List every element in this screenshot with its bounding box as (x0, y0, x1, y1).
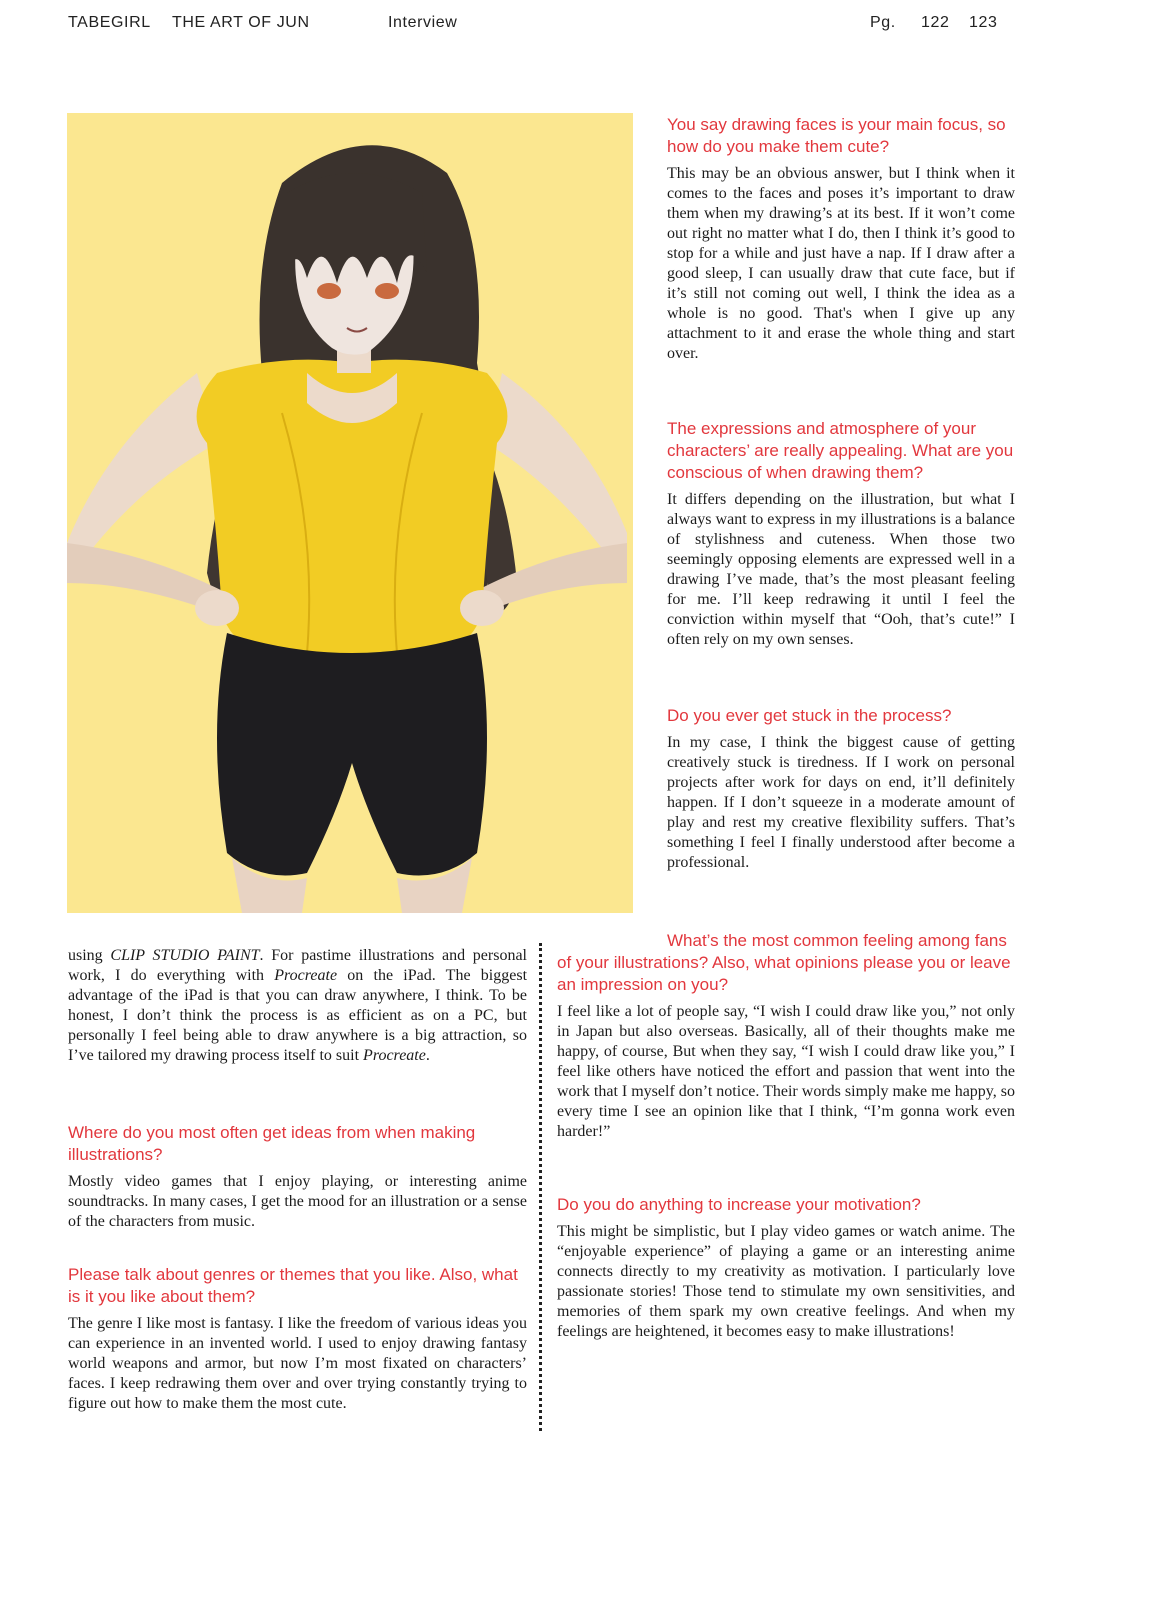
qa-fans (557, 930, 1015, 1142)
character-illustration (67, 113, 633, 913)
question-motivation: Do you do anything to increase your motivation? (557, 1195, 921, 1214)
continued-text-4: . (425, 1047, 430, 1064)
answer-expressions: It differs depending on the illustration, but what I always want to express in my illustrations is a balance of stylishness and cuteness. When those two seemingly opposing elements are expressed well in a drawing I’ve made, that’s the most pleasant feeling for me. I’ll keep redrawing it until I feel the conviction within myself that “Ooh, that’s cute!” I often rely on my own senses. (667, 491, 1015, 648)
question-stuck: Do you ever get stuck in the process? (667, 706, 952, 725)
question-ideas: Where do you most often get ideas from when making illustrations? (68, 1123, 476, 1164)
qa-motivation (557, 1194, 1015, 1342)
header-book-title: THE ART OF JUN (172, 14, 310, 31)
answer-ideas: Mostly video games that I enjoy playing, or interesting anime soundtracks. In many cases, I get the mood for an illustration or a sense of the characters from music. (68, 1173, 527, 1230)
software-clip-studio: CLIP STUDIO PAINT (110, 947, 260, 964)
column-divider (539, 943, 542, 1431)
qa-stuck (667, 705, 1015, 873)
continued-text-2: . For pastime illustrations and personal work, I do everything with (68, 947, 527, 984)
qa-genres (68, 1264, 527, 1414)
continued-paragraph (68, 946, 527, 1066)
header-section: Interview (388, 14, 458, 31)
answer-genres: The genre I like most is fantasy. I like the freedom of various ideas you can experience in an invented world. I used to enjoy drawing fantasy world weapons and armor, but now I’m most fixated on characters’ faces. I keep redrawing them over and over trying constantly trying to figure out how to make them the most cute. (68, 1315, 527, 1412)
page-number-right: 123 (969, 14, 998, 31)
question-expressions: The expressions and atmosphere of your characters’ are really appealing. What are you conscious of when drawing them? (667, 419, 1014, 482)
continued-text-3: on the iPad. The biggest advantage of the iPad is that you can draw anywhere, I think. To be honest, I don’t think the process is as efficient as on a PC, but personally I feel being able to draw anywhere is a big attraction, so I’ve tailored my drawing process itself to suit (68, 967, 528, 1064)
qa-expressions (667, 418, 1015, 650)
answer-stuck: In my case, I think the biggest cause of getting creatively stuck is tiredness. If I work on personal projects after work for days on end, it’ll definitely happen. If I don’t squeeze in a moderate amount of play and rest my creative flexibility suffers. That’s something I feel I finally understood after become a professional. (667, 734, 1015, 871)
girl-in-yellow-shirt-drawing (67, 113, 633, 913)
continued-text-1: using (68, 947, 111, 964)
question-genres: Please talk about genres or themes that you like. Also, what is it you like about them? (68, 1265, 518, 1306)
continued-text (68, 946, 527, 1066)
answer-faces: This may be an obvious answer, but I think when it comes to the faces and poses it’s important to draw them when my drawing’s at its best. If it won’t come out right no matter what I do, then I think it’s good to stop for a while and just have a nap. If I draw after a good sleep, I can usually draw that cute face, but if it’s still not coming out well, I think the idea as a whole is no good. That's when I give up any attachment to it and erase the whole thing and start over. (667, 165, 1015, 362)
question-fans: What’s the most common feeling among fans of your illustrations? Also, what opinions please you or leave an impression on you? (557, 931, 1011, 994)
page-number-left: 122 (921, 14, 950, 31)
answer-fans: I feel like a lot of people say, “I wish I could draw like you,” not only in Japan but also overseas. Basically, all of their thoughts make me happy, of course, But when they say, “I wish I could draw like you,” I feel like others have noticed the effort and passion that went into the work that I myself don’t notice. Their words simply make me happy, so every time I see an opinion like that I think, “I’m gonna work even harder!” (557, 1003, 1015, 1140)
qa-faces (667, 114, 1015, 364)
page-label: Pg. (870, 14, 896, 31)
question-faces: You say drawing faces is your main focus, so how do you make them cute? (667, 115, 1006, 156)
answer-motivation: This might be simplistic, but I play video games or watch anime. The “enjoyable experience” of playing a game or an interesting anime connects directly to my creativity as motivation. I particularly love passionate stories! Those tend to stimulate my own sensitivities, and memories of them spark my own creative feelings. And when my feelings are heightened, it becomes easy to make illustrations! (557, 1223, 1015, 1340)
software-procreate-2: Procreate (363, 1047, 426, 1064)
software-procreate: Procreate (274, 967, 338, 984)
qa-ideas (68, 1122, 527, 1232)
header-brand: TABEGIRL (68, 14, 151, 31)
